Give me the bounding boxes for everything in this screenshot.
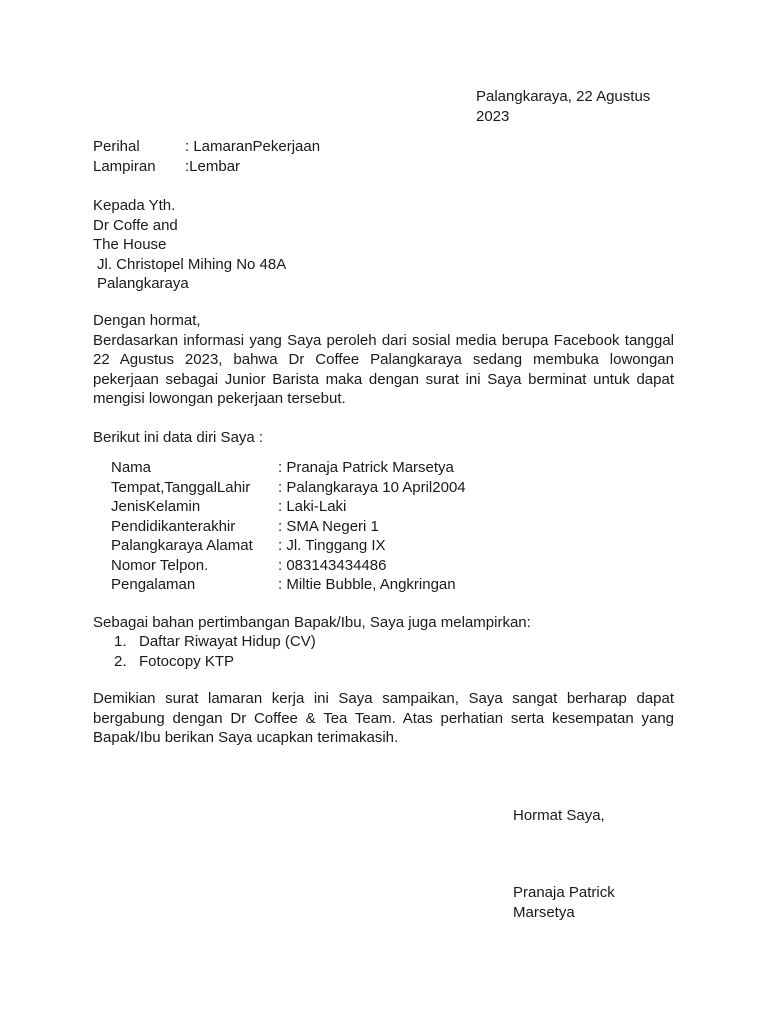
data-label: JenisKelamin xyxy=(111,498,201,515)
data-label: Palangkaraya Alamat xyxy=(111,537,253,554)
data-row xyxy=(111,575,466,595)
signer-line-1: Pranaja Patrick xyxy=(513,884,615,901)
data-value: : Laki-Laki xyxy=(278,498,347,515)
greeting: Dengan hormat, xyxy=(93,312,201,329)
letter-date xyxy=(476,87,676,126)
meta-row-perihal xyxy=(93,137,320,157)
recipient-line: Jl. Christopel Mihing No 48A xyxy=(97,255,287,273)
recipient-line: Kepada Yth. xyxy=(93,197,176,214)
meta-row-lampiran xyxy=(93,157,320,177)
data-label: Pendidikanterakhir xyxy=(111,517,236,535)
attachment-list xyxy=(114,632,316,671)
data-label: Nomor Telpon. xyxy=(111,556,209,574)
list-item xyxy=(114,632,316,652)
data-row xyxy=(111,478,466,498)
attachment-intro-text: Sebagai bahan pertimbangan Bapak/Ibu, Saya juga melampirkan: xyxy=(93,614,531,631)
opening-section xyxy=(93,311,674,409)
data-label: Tempat,TanggalLahir xyxy=(111,478,251,496)
signer-line-2: Marsetya xyxy=(513,903,575,921)
recipient-line: The House xyxy=(93,236,167,253)
recipient-address xyxy=(93,196,353,294)
data-value: : Miltie Bubble, Angkringan xyxy=(278,576,456,593)
recipient-line: Palangkaraya xyxy=(97,275,189,292)
list-item xyxy=(114,652,316,672)
recipient-line: Dr Coffe and xyxy=(93,216,178,234)
data-row xyxy=(111,517,466,537)
sign-off: Hormat Saya, xyxy=(513,807,605,824)
list-number: 1. xyxy=(114,633,127,650)
data-row xyxy=(111,458,466,478)
meta-label: Perihal xyxy=(93,138,140,155)
data-value: : Pranaja Patrick Marsetya xyxy=(278,459,454,476)
data-value: : Palangkaraya 10 April2004 xyxy=(278,478,466,496)
data-row xyxy=(111,536,466,556)
data-intro xyxy=(93,428,674,448)
meta-value: : LamaranPekerjaan xyxy=(185,138,321,155)
meta-value: :Lembar xyxy=(185,157,241,175)
data-row xyxy=(111,497,466,517)
data-value: : Jl. Tinggang IX xyxy=(278,537,386,554)
data-intro-text: Berikut ini data diri Saya : xyxy=(93,429,264,446)
data-label: Nama xyxy=(111,459,152,476)
meta-label: Lampiran xyxy=(93,157,156,175)
attachment-intro xyxy=(93,613,674,633)
letter-meta xyxy=(93,137,320,176)
data-value: : 083143434486 xyxy=(278,556,387,574)
closing-paragraph: Demikian surat lamaran kerja ini Saya sampaikan, Saya sangat berharap dapat bergabung dengan Dr Coffee & Tea Team. Atas perhatian serta kesempatan yang Bapak/Ibu berikan Saya ucapkan terimakasih. xyxy=(93,690,674,746)
date-line-1: Palangkaraya, 22 Agustus xyxy=(476,88,651,105)
closing-section xyxy=(93,689,674,748)
personal-data-table xyxy=(111,458,466,595)
list-text: Daftar Riwayat Hidup (CV) xyxy=(139,633,316,650)
data-row xyxy=(111,556,466,576)
signer-name xyxy=(513,883,653,922)
opening-paragraph: Berdasarkan informasi yang Saya peroleh dari sosial media berupa Facebook tanggal 22 Agustus 2023, bahwa Dr Coffee Palangkaraya sedang membuka lowongan pekerjaan sebagai Junior Barista maka dengan surat ini Saya berminat untuk dapat mengisi lowongan pekerjaan tersebut. xyxy=(93,331,674,407)
data-label: Pengalaman xyxy=(111,576,196,593)
date-line-2: 2023 xyxy=(476,107,510,125)
data-value: : SMA Negeri 1 xyxy=(278,517,379,535)
list-text: Fotocopy KTP xyxy=(139,652,235,670)
list-number: 2. xyxy=(114,652,127,670)
